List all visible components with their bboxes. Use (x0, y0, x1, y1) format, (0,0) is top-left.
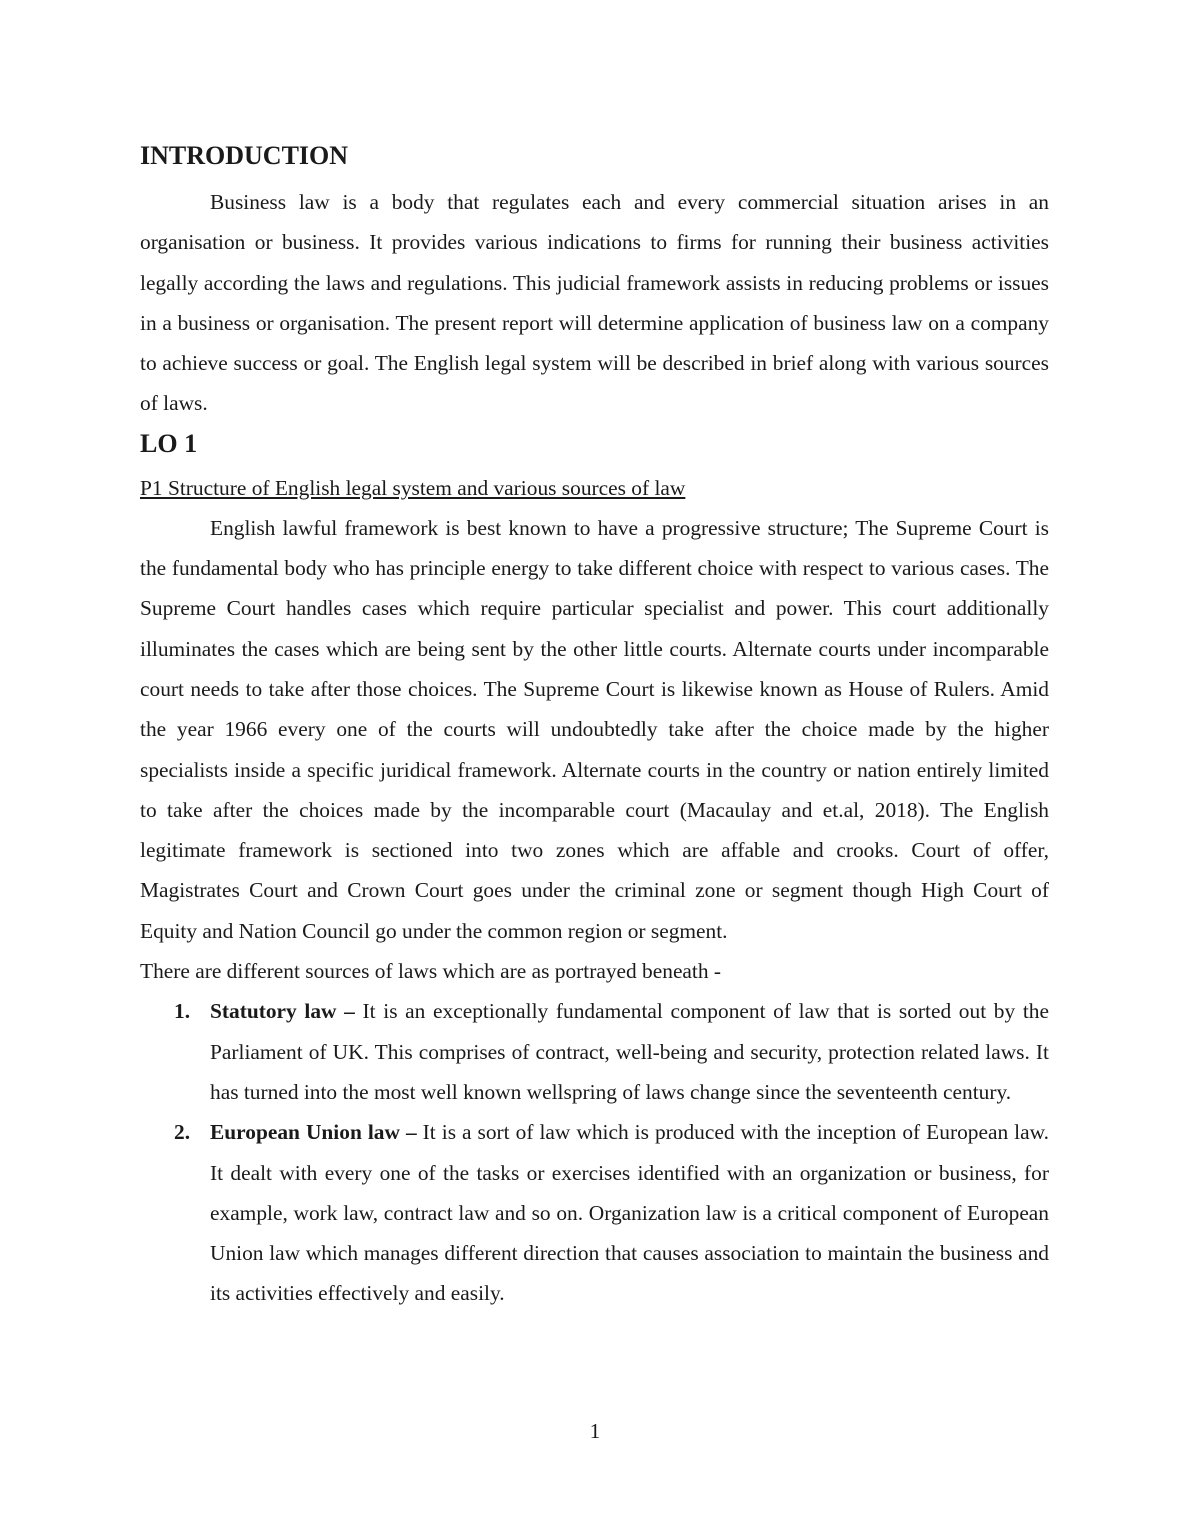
list-item-text (210, 991, 1049, 1112)
p1-subheading: P1 Structure of English legal system and various sources of law (140, 475, 686, 500)
legal-structure-paragraph: English lawful framework is best known to have a progressive structure; The Supreme Court is the fundamental body who has principle energy to take different choice with respect to various cases. The Supreme Court handles cases which require particular specialist and power. This court additionally illuminates the cases which are being sent by the other little courts. Alternate courts under incomparable court needs to take after those choices. The Supreme Court is likewise known as House of Rulers. Amid the year 1966 every one of the courts will undoubtedly take after the choice made by the higher specialists inside a specific juridical framework. Alternate courts in the country or nation entirely limited to take after the choices made by the incomparable court (Macaulay and et.al, 2018). The English legitimate framework is sectioned into two zones which are affable and crooks. Court of offer, Magistrates Court and Crown Court goes under the criminal zone or segment though High Court of Equity and Nation Council go under the common region or segment. (140, 515, 1049, 943)
introduction-heading: INTRODUCTION (140, 141, 349, 170)
list-number: 2. (174, 1120, 191, 1145)
list-item (140, 991, 1049, 1112)
list-item-body: It is a sort of law which is produced with the inception of European law. It dealt with every one of the tasks or exercises identified with an organization or business, for example, work law, contract law and so on. Organization law is a critical component of European Union law which manages different direction that causes association to maintain the business and its activities effectively and easily. (210, 1120, 1049, 1306)
lo1-heading: LO 1 (140, 428, 198, 458)
list-item-text (210, 1112, 1049, 1313)
sources-intro: There are different sources of laws which are as portrayed beneath - (140, 959, 722, 984)
list-item (140, 1112, 1049, 1313)
document-page (140, 138, 1049, 1314)
sources-list (140, 991, 1049, 1313)
list-item-term: Statutory law – (210, 999, 355, 1024)
list-item-term: European Union law – (210, 1120, 417, 1145)
introduction-paragraph: Business law is a body that regulates each and every commercial situation arises in an organisation or business. It provides various indications to firms for running their business activities legally according the laws and regulations. This judicial framework assists in reducing problems or issues in a business or organisation. The present report will determine application of business law on a company to achieve success or goal. The English legal system will be described in brief along with various sources of laws. (140, 190, 1049, 416)
page-number: 1 (589, 1419, 601, 1443)
list-number: 1. (174, 999, 191, 1024)
list-item-body: It is an exceptionally fundamental component of law that is sorted out by the Parliament of UK. This comprises of contract, well-being and security, protection related laws. It has turned into the most well known wellspring of laws change since the seventeenth century. (210, 999, 1049, 1104)
